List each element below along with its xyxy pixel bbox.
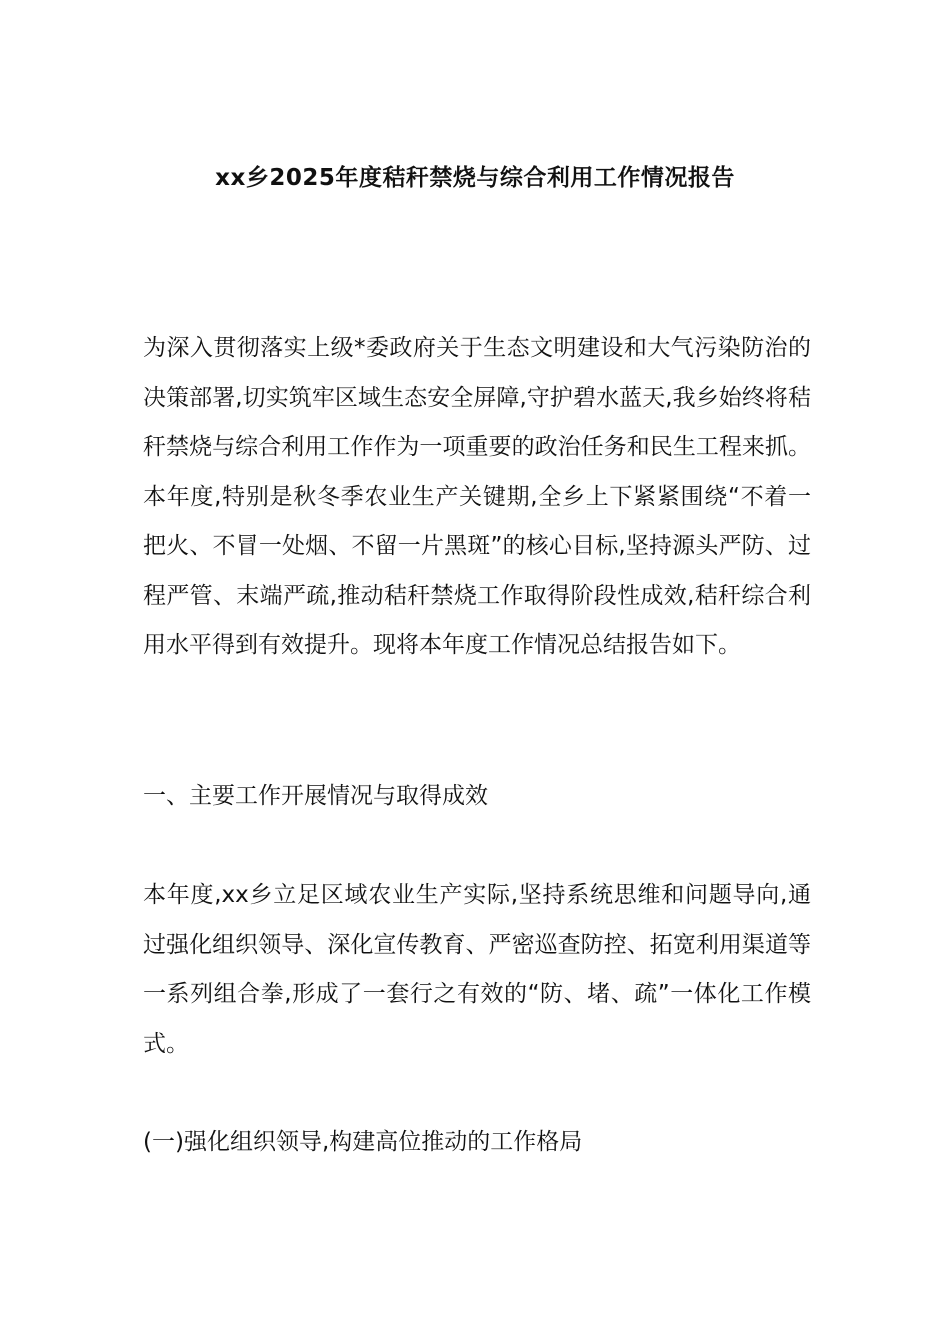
- subsection-heading-1: (一)强化组织领导,构建高位推动的工作格局: [143, 1129, 583, 1155]
- document-title: xx乡2025年度秸秆禁烧与综合利用工作情况报告: [215, 165, 735, 191]
- section-1-paragraph: 本年度,xx乡立足区域农业生产实际,坚持系统思维和问题导向,通过强化组织领导、深化宣传教育、严密巡查防控、拓宽利用渠道等一系列组合拳,形成了一套行之有效的“防、堵、疏”一体化工作模式。: [143, 882, 811, 1057]
- section-heading-1: 一、主要工作开展情况与取得成效: [143, 783, 488, 809]
- intro-paragraph: 为深入贯彻落实上级*委政府关于生态文明建设和大气污染防治的决策部署,切实筑牢区域生态安全屏障,守护碧水蓝天,我乡始终将秸秆禁烧与综合利用工作作为一项重要的政治任务和民生工程来抓。本年度,特别是秋冬季农业生产关键期,全乡上下紧紧围绕“不着一把火、不冒一处烟、不留一片黑斑”的核心目标,坚持源头严防、过程严管、末端严疏,推动秸秆禁烧工作取得阶段性成效,秸秆综合利用水平得到有效提升。现将本年度工作情况总结报告如下。: [143, 335, 811, 658]
